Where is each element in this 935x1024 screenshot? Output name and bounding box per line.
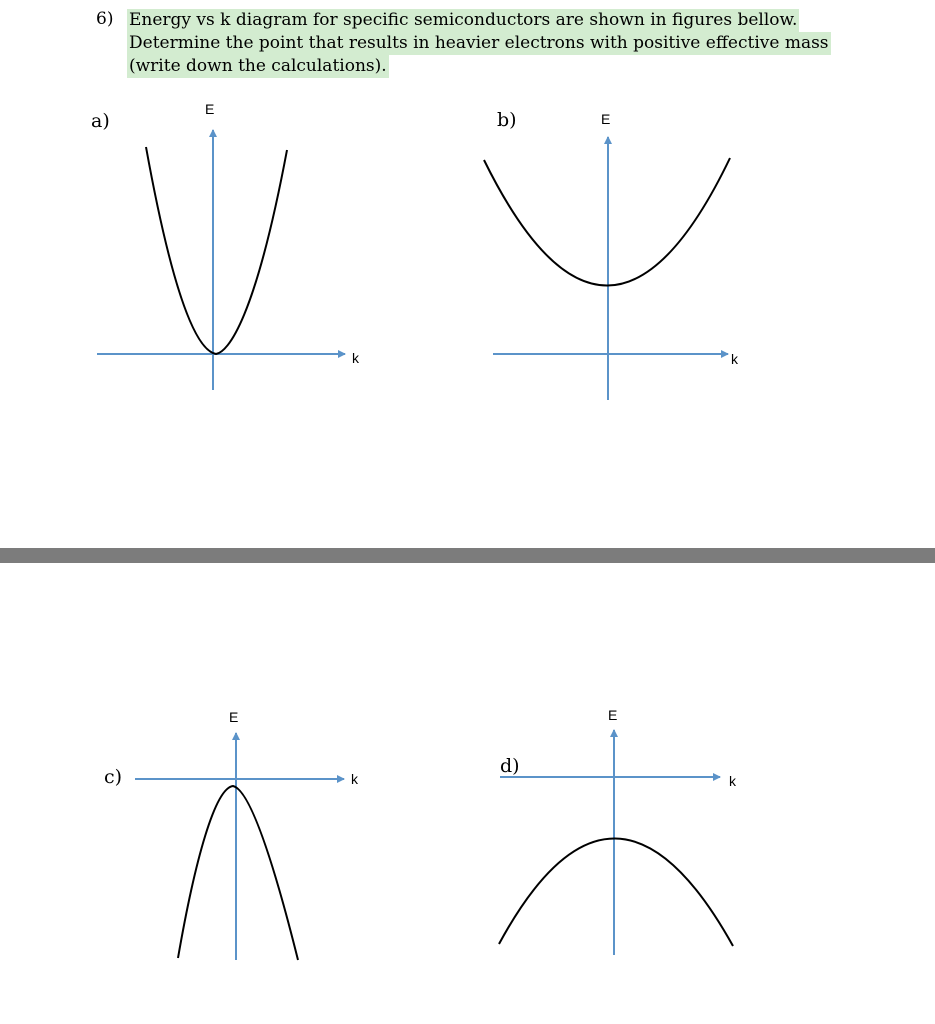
panel-a-label: a)	[91, 110, 110, 132]
panel-c-graph	[135, 709, 359, 960]
panel-c-k-label: k	[351, 771, 358, 787]
panel-a-k-label: k	[352, 350, 359, 366]
panel-b-label: b)	[497, 109, 517, 131]
panel-d-e-label: E	[608, 707, 618, 723]
panel-b-graph	[484, 111, 739, 400]
panel-d-graph	[499, 707, 737, 955]
panel-b-k-label: k	[731, 351, 738, 367]
panel-d-curve	[499, 838, 733, 946]
question-number: 6)	[96, 9, 114, 29]
panel-a-graph	[97, 101, 360, 390]
panel-b-e-label: E	[601, 111, 611, 127]
panel-c-curve	[178, 786, 298, 960]
question-line-1: Energy vs k diagram for specific semiconductors are shown in figures bellow.	[129, 10, 798, 30]
panel-a-e-label: E	[205, 101, 215, 117]
panel-d-k-label: k	[729, 773, 736, 789]
panel-c-e-label: E	[229, 709, 239, 725]
panel-c-label: c)	[104, 766, 123, 788]
question-line-2: Determine the point that results in heavier electrons with positive effective mass	[129, 33, 829, 53]
panel-a-curve	[146, 147, 287, 354]
panel-d-label: d)	[500, 755, 520, 777]
question-line-3: (write down the calculations).	[129, 56, 387, 76]
